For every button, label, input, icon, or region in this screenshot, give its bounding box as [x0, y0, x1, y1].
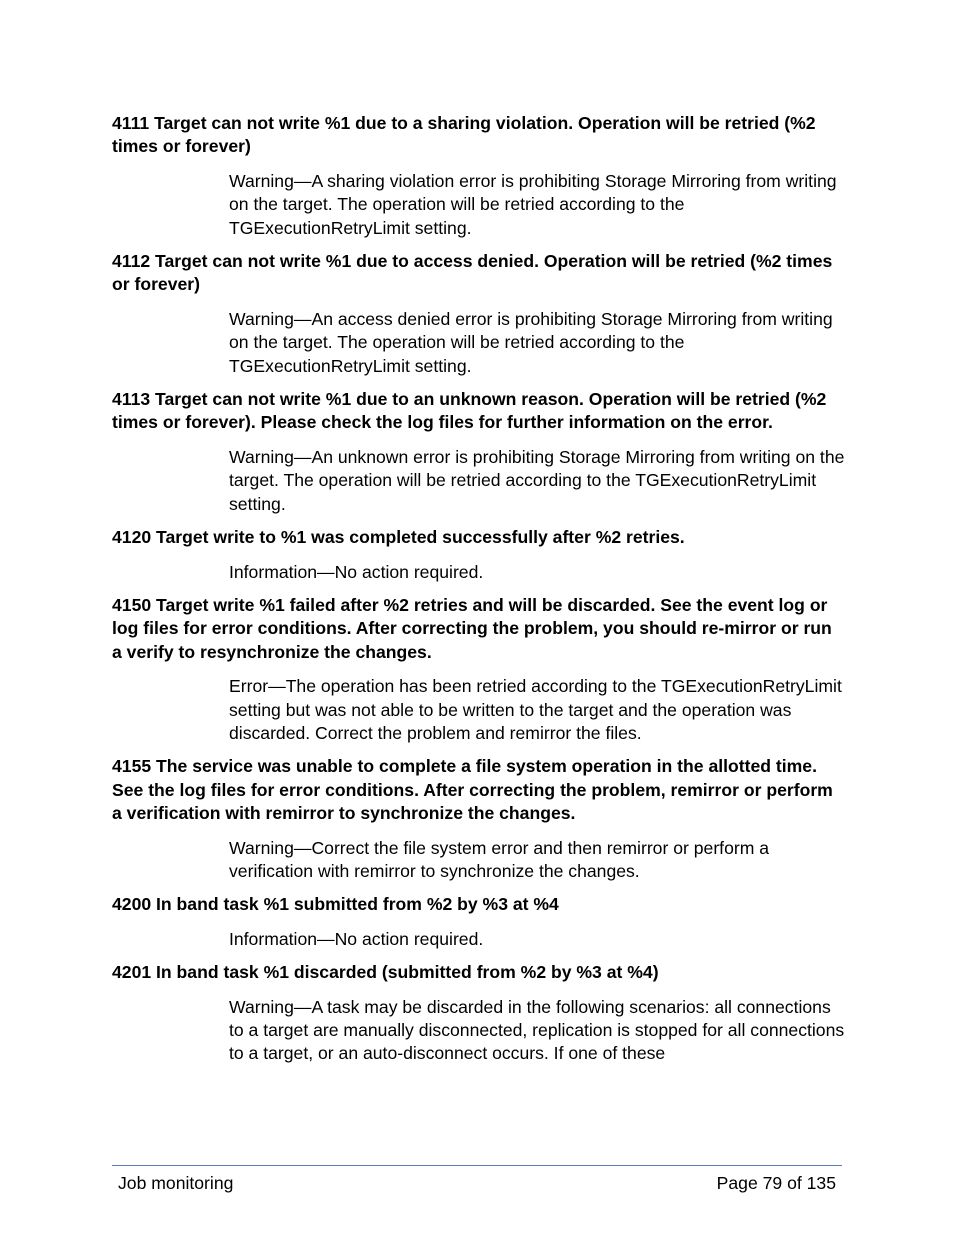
footer-section-title: Job monitoring	[118, 1173, 234, 1193]
entry-heading: 4112 Target can not write %1 due to access denied. Operation will be retried (%2 times or forever)	[112, 251, 833, 295]
entry-description: Information—No action required.	[229, 561, 484, 582]
entry-4112	[112, 250, 846, 378]
entry-4150	[112, 594, 846, 745]
entry-4120	[112, 526, 846, 584]
entry-heading: 4200 In band task %1 submitted from %2 by %3 at %4	[112, 894, 559, 915]
entry-description: Warning—An access denied error is prohibiting Storage Mirroring from writing on the target. The operation will be retried according to the TGExecutionRetryLimit setting.	[229, 308, 833, 376]
entry-4111	[112, 112, 846, 240]
entry-heading: 4111 Target can not write %1 due to a sharing violation. Operation will be retried (%2 times or forever)	[112, 113, 816, 157]
entry-description: Warning—A task may be discarded in the following scenarios: all connections to a target are manually disconnected, replication is stopped for all connections to a target, or an auto-disconnect occurs. If one of these	[229, 996, 845, 1064]
entry-4155	[112, 755, 846, 883]
entry-4113	[112, 388, 846, 516]
entry-4201	[112, 961, 846, 1066]
entry-heading: 4155 The service was unable to complete a file system operation in the allotted time. See the log files for error conditions. After correcting the problem, remirror or perform a verification with remirror to synchronize the changes.	[112, 756, 833, 824]
entry-description: Warning—Correct the file system error and then remirror or perform a verification with remirror to synchronize the changes.	[229, 837, 770, 881]
entry-heading: 4120 Target write to %1 was completed successfully after %2 retries.	[112, 527, 685, 548]
footer-divider	[112, 1165, 842, 1166]
entry-heading: 4150 Target write %1 failed after %2 retries and will be discarded. See the event log or log files for error conditions. After correcting the problem, you should re-mirror or run a verify to resynchronize the changes.	[112, 594, 832, 662]
entry-description: Error—The operation has been retried according to the TGExecutionRetryLimit setting but was not able to be written to the target and the operation was discarded. Correct the problem and remirror the files.	[229, 676, 842, 743]
entry-description: Warning—A sharing violation error is prohibiting Storage Mirroring from writing on the target. The operation will be retried according to the TGExecutionRetryLimit setting.	[229, 170, 837, 238]
entry-description: Warning—An unknown error is prohibiting Storage Mirroring from writing on the target. The operation will be retried according to the TGExecutionRetryLimit setting.	[229, 446, 845, 514]
entry-4200	[112, 893, 846, 951]
entry-description: Information—No action required.	[229, 928, 484, 949]
entry-heading: 4201 In band task %1 discarded (submitted from %2 by %3 at %4)	[112, 962, 659, 983]
document-body	[112, 112, 846, 1076]
entry-heading: 4113 Target can not write %1 due to an unknown reason. Operation will be retried (%2 times or forever). Please check the log files for further information on the error.	[112, 389, 827, 433]
footer-page-number: Page 79 of 135	[716, 1173, 836, 1193]
